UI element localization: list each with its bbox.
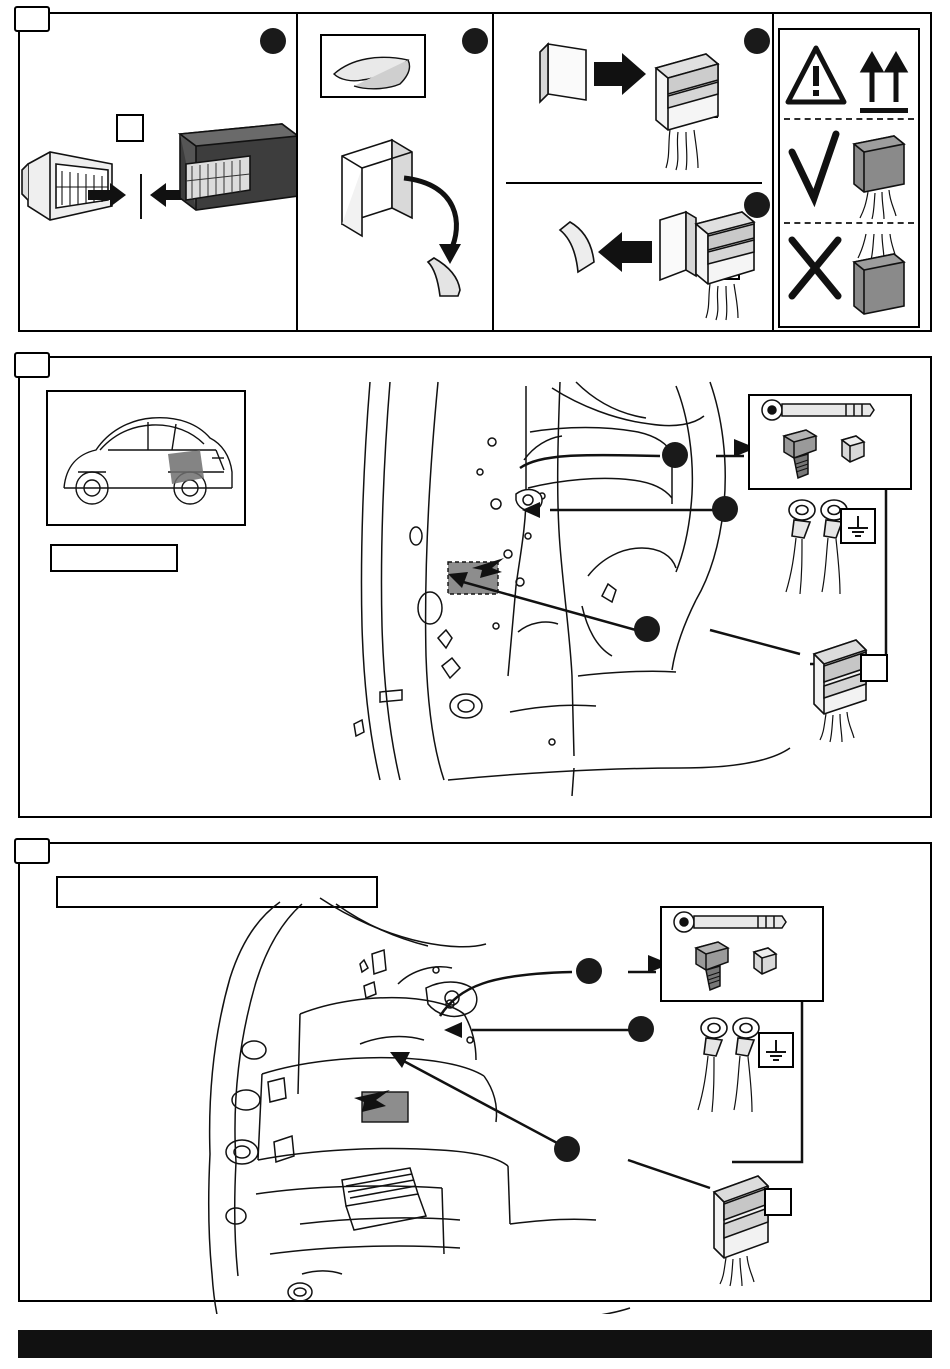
earth-ground-symbol <box>760 1034 792 1066</box>
socket-icon <box>842 436 864 462</box>
callout-bullet-3b <box>628 1016 654 1042</box>
part-code-box-2 <box>860 654 888 682</box>
symbols-legend-box <box>778 28 920 328</box>
warning-triangle-icon <box>780 32 918 118</box>
callout-bullet-3a <box>576 958 602 984</box>
pad-apply-side-illustration <box>510 194 780 334</box>
socket-icon <box>754 948 776 974</box>
callout-bullet-2a <box>662 442 688 468</box>
callout-bullet-2b <box>712 496 738 522</box>
step-number-tab-1 <box>14 6 50 32</box>
ring-terminals-illustration <box>776 494 896 614</box>
step-number-tab-3 <box>14 838 50 864</box>
panel-divider <box>492 14 494 330</box>
ring-terminals-illustration <box>688 1012 808 1132</box>
footer-bar <box>18 1330 932 1358</box>
legend-divider <box>784 118 914 120</box>
foam-pad-illustration <box>308 28 488 328</box>
panel-divider <box>506 182 762 184</box>
part-code-box-3 <box>764 1188 792 1216</box>
bolt-icon <box>784 430 816 478</box>
pad-apply-top-illustration <box>510 32 780 182</box>
step-2-panel <box>18 356 932 818</box>
ratchet-and-bolt-icons <box>662 908 822 1000</box>
vehicle-outline-icon <box>48 392 244 524</box>
step-number-tab-2 <box>14 352 50 378</box>
connector-mating-illustration <box>20 24 296 324</box>
tool-box-step-2 <box>748 394 912 490</box>
ratchet-and-bolt-icons <box>750 396 910 488</box>
callout-bullet-2c <box>634 616 660 642</box>
earth-symbol-box-step-2 <box>840 508 876 544</box>
correct-orientation-icon <box>780 122 918 222</box>
panel-divider <box>296 14 298 330</box>
incorrect-orientation-icon <box>780 224 918 332</box>
earth-symbol-box-step-3 <box>758 1032 794 1068</box>
control-module-illustration <box>800 628 920 748</box>
control-module-illustration <box>702 1162 822 1292</box>
step-2-caption-box <box>50 544 178 572</box>
bolt-icon <box>696 942 728 990</box>
step-1-panel <box>18 12 932 332</box>
earth-ground-symbol <box>842 510 874 542</box>
step-3-panel <box>18 842 932 1302</box>
callout-bullet-3c <box>554 1136 580 1162</box>
tool-box-step-3 <box>660 906 824 1002</box>
vehicle-thumbnail <box>46 390 246 526</box>
arrows-up-icon <box>860 56 908 113</box>
